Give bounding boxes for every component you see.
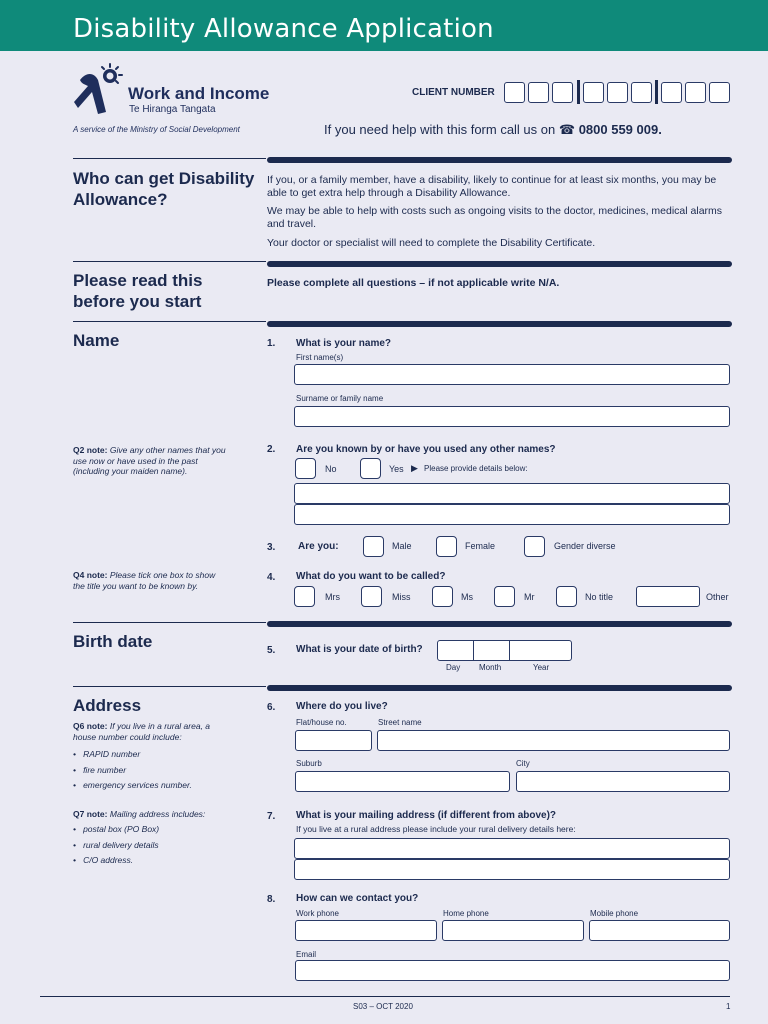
suburb-field[interactable] xyxy=(295,771,510,792)
street-label: Street name xyxy=(378,718,422,727)
question-text: How can we contact you? xyxy=(296,893,419,904)
client-number-digit[interactable] xyxy=(709,82,730,103)
q6-note xyxy=(73,721,233,742)
q6-note-label: Q6 note: xyxy=(73,721,108,731)
question-number: 4. xyxy=(267,572,276,583)
list-item: • postal box (PO Box) xyxy=(73,824,160,834)
question-text: Are you known by or have you used any other names? xyxy=(296,444,556,455)
surname-field[interactable] xyxy=(294,406,730,427)
bullet-text: RAPID number xyxy=(83,749,141,759)
email-label: Email xyxy=(296,950,317,959)
title-ms-checkbox[interactable] xyxy=(432,586,453,607)
question-number: 5. xyxy=(267,645,276,656)
question-number: 6. xyxy=(267,702,276,713)
client-number-digit[interactable] xyxy=(661,82,682,103)
details-label: Please provide details below: xyxy=(424,464,528,473)
section-divider xyxy=(73,158,266,159)
help-text: If you need help with this form call us on xyxy=(324,122,556,137)
question-text: Are you: xyxy=(298,541,339,552)
title-mrs-checkbox[interactable] xyxy=(294,586,315,607)
client-number-digit[interactable] xyxy=(504,82,525,103)
title-option: Mrs xyxy=(325,592,340,602)
client-number-separator xyxy=(655,80,658,104)
surname-label: Surname or family name xyxy=(296,394,384,403)
city-field[interactable] xyxy=(516,771,730,792)
year-label: Year xyxy=(533,663,550,672)
question-text: What is your mailing address (if different from above)? xyxy=(296,810,557,821)
list-item: • C/O address. xyxy=(73,855,134,865)
client-number-separator xyxy=(577,80,580,104)
bullet-text: fire number xyxy=(83,765,127,775)
section-divider xyxy=(73,686,266,687)
mobile-phone-field[interactable] xyxy=(589,920,730,941)
birth-year-field[interactable] xyxy=(509,640,572,661)
work-phone-field[interactable] xyxy=(295,920,437,941)
bullet-text: C/O address. xyxy=(83,855,134,865)
mailing-address-field-2[interactable] xyxy=(294,859,730,880)
bullet-text: rural delivery details xyxy=(83,840,159,850)
phone-icon: ☎ xyxy=(558,122,576,137)
who-paragraph-2: We may be able to help with costs such as ongoing visits to the doctor, medicines, medical alarms and travel. xyxy=(267,205,723,230)
ministry-tagline: A service of the Ministry of Social Development xyxy=(73,125,240,134)
q7-note xyxy=(73,809,233,820)
q4-note-text: Please tick one box to show the title you want to be known by. xyxy=(73,570,216,591)
section-title-address: Address xyxy=(73,696,142,715)
flat-number-field[interactable] xyxy=(295,730,372,751)
help-phone: 0800 559 009. xyxy=(578,122,662,137)
section-title-who: Who can get Disability Allowance? xyxy=(73,169,255,209)
triangle-right-icon: ▶ xyxy=(411,463,418,473)
who-paragraph-1: If you, or a family member, have a disability, likely to continue for at least six months, you may be able to get extra help through a Disability Allowance. xyxy=(267,174,717,199)
home-phone-field[interactable] xyxy=(442,920,584,941)
q4-note xyxy=(73,570,223,591)
client-number-digit[interactable] xyxy=(583,82,604,103)
title-mr-checkbox[interactable] xyxy=(494,586,515,607)
client-number-digit[interactable] xyxy=(607,82,628,103)
question-number: 3. xyxy=(267,542,276,553)
q2-note-text: Give any other names that you use now or have used in the past (including your maiden name). xyxy=(73,445,226,476)
street-name-field[interactable] xyxy=(377,730,730,751)
email-field[interactable] xyxy=(295,960,730,981)
title-option: No title xyxy=(585,592,614,602)
title-miss-checkbox[interactable] xyxy=(361,586,382,607)
q7-note-text: Mailing address includes: xyxy=(109,809,206,819)
mailing-address-field-1[interactable] xyxy=(294,838,730,859)
q6-note-text: If you live in a rural area, a house number could include: xyxy=(73,721,211,742)
logo-subtitle: Te Hiranga Tangata xyxy=(129,104,216,115)
instruction-text: Please complete all questions – if not applicable write N/A. xyxy=(267,277,560,289)
who-paragraph-3: Your doctor or specialist will need to complete the Disability Certificate. xyxy=(267,237,596,249)
question-text: What do you want to be called? xyxy=(296,571,446,582)
q2-note xyxy=(73,445,233,477)
question-text: Where do you live? xyxy=(296,701,388,712)
section-title-read: Please read this before you start xyxy=(73,271,203,311)
birth-month-field[interactable] xyxy=(473,640,510,661)
section-divider xyxy=(73,261,266,262)
suburb-label: Suburb xyxy=(296,759,322,768)
section-bar xyxy=(267,621,732,627)
gender-option: Gender diverse xyxy=(554,541,616,551)
other-names-no-checkbox[interactable] xyxy=(295,458,316,479)
list-item: • fire number xyxy=(73,765,127,775)
q4-note-label: Q4 note: xyxy=(73,570,108,580)
no-label: No xyxy=(325,464,337,474)
page-number: 1 xyxy=(726,1002,731,1011)
gender-male-checkbox[interactable] xyxy=(363,536,384,557)
bullet-text: emergency services number. xyxy=(83,780,192,790)
mailing-subtext: If you live at a rural address please include your rural delivery details here: xyxy=(296,824,576,834)
logo-name: Work and Income xyxy=(128,84,270,103)
title-option: Miss xyxy=(392,592,411,602)
section-bar xyxy=(267,321,732,327)
list-item: • RAPID number xyxy=(73,749,141,759)
form-code: S03 – OCT 2020 xyxy=(353,1002,413,1011)
section-bar xyxy=(267,261,732,267)
client-number-label: CLIENT NUMBER xyxy=(412,87,495,98)
birth-day-field[interactable] xyxy=(437,640,474,661)
page-title: Disability Allowance Application xyxy=(73,14,494,44)
title-option: Mr xyxy=(524,592,535,602)
question-number: 7. xyxy=(267,811,276,822)
gender-option: Female xyxy=(465,541,496,551)
flat-label: Flat/house no. xyxy=(296,718,347,727)
section-title-birth: Birth date xyxy=(73,632,153,651)
home-phone-label: Home phone xyxy=(443,909,489,918)
gender-option: Male xyxy=(392,541,412,551)
question-number: 2. xyxy=(267,444,276,455)
title-other-field[interactable] xyxy=(636,586,700,607)
month-label: Month xyxy=(479,663,502,672)
section-bar xyxy=(267,685,732,691)
section-title-name: Name xyxy=(73,331,120,350)
work-and-income-logo-icon xyxy=(72,62,126,118)
day-label: Day xyxy=(446,663,461,672)
first-name-label: First name(s) xyxy=(296,353,344,362)
list-item: • emergency services number. xyxy=(73,780,192,790)
gender-diverse-checkbox[interactable] xyxy=(524,536,545,557)
client-number-digit[interactable] xyxy=(552,82,573,103)
client-number-digit[interactable] xyxy=(631,82,652,103)
title-no-title-checkbox[interactable] xyxy=(556,586,577,607)
client-number-digit[interactable] xyxy=(528,82,549,103)
mobile-phone-label: Mobile phone xyxy=(590,909,639,918)
question-number: 1. xyxy=(267,338,276,349)
section-divider xyxy=(73,321,266,322)
question-text: What is your name? xyxy=(296,338,392,349)
title-option: Ms xyxy=(461,592,473,602)
yes-label: Yes xyxy=(389,464,404,474)
bullet-text: postal box (PO Box) xyxy=(83,824,160,834)
other-names-yes-checkbox[interactable] xyxy=(360,458,381,479)
section-divider xyxy=(73,622,266,623)
help-line xyxy=(324,122,662,138)
gender-female-checkbox[interactable] xyxy=(436,536,457,557)
q2-note-label: Q2 note: xyxy=(73,445,108,455)
other-names-field-1[interactable] xyxy=(294,483,730,504)
question-text: What is your date of birth? xyxy=(296,644,423,655)
client-number-digit[interactable] xyxy=(685,82,706,103)
q7-note-label: Q7 note: xyxy=(73,809,108,819)
list-item: • rural delivery details xyxy=(73,840,159,850)
title-option: Other xyxy=(706,592,729,602)
work-phone-label: Work phone xyxy=(296,909,339,918)
city-label: City xyxy=(516,759,530,768)
other-names-field-2[interactable] xyxy=(294,504,730,525)
footer-divider xyxy=(40,996,730,997)
first-name-field[interactable] xyxy=(294,364,730,385)
question-number: 8. xyxy=(267,894,276,905)
section-bar xyxy=(267,157,732,163)
